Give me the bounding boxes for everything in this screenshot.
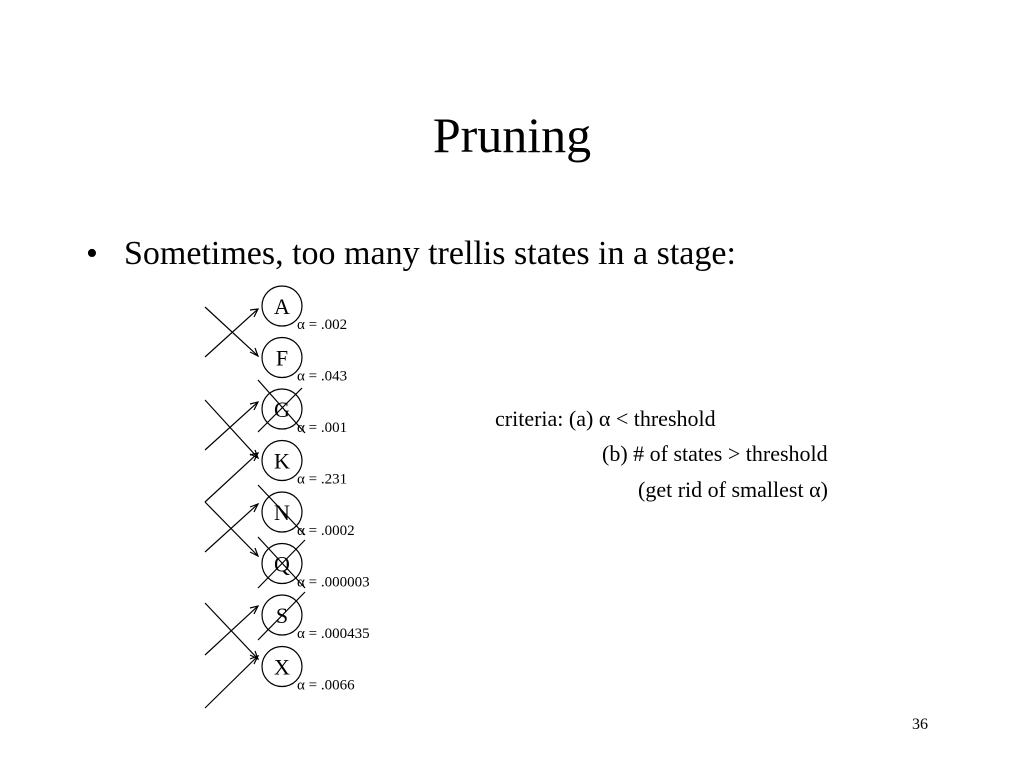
bullet-text: Sometimes, too many trellis states in a stage: bbox=[124, 235, 736, 272]
trellis-edge bbox=[205, 504, 258, 552]
bullet-marker: • bbox=[86, 235, 98, 272]
state-node bbox=[262, 441, 347, 488]
trellis-states bbox=[262, 286, 370, 694]
alpha-value: α = .0066 bbox=[297, 677, 355, 694]
state-node bbox=[262, 595, 370, 642]
alpha-value: α = .000003 bbox=[297, 574, 370, 591]
alpha-value: α = .000435 bbox=[297, 626, 370, 642]
alpha-value: α = .001 bbox=[297, 420, 348, 436]
state-node bbox=[262, 286, 347, 333]
state-label: N bbox=[274, 500, 290, 525]
state-node bbox=[262, 389, 347, 436]
state-node bbox=[262, 492, 355, 539]
page-number: 36 bbox=[912, 716, 928, 733]
state-label: K bbox=[274, 448, 290, 474]
state-label: Q bbox=[274, 551, 290, 577]
trellis-edge bbox=[205, 502, 258, 556]
alpha-value: α = .002 bbox=[297, 317, 348, 333]
state-label: A bbox=[274, 294, 290, 319]
trellis-edge bbox=[205, 309, 258, 357]
alpha-value: α = .0002 bbox=[297, 523, 355, 539]
state-node bbox=[262, 544, 370, 591]
state-node bbox=[262, 338, 347, 385]
criteria-line-3: (get rid of smallest α) bbox=[638, 477, 828, 502]
slide-title: Pruning bbox=[432, 107, 592, 163]
trellis-edge bbox=[205, 606, 258, 655]
alpha-value: α = .043 bbox=[297, 368, 348, 385]
state-label: X bbox=[274, 654, 290, 680]
trellis-edge bbox=[205, 307, 258, 356]
criteria-line-1: criteria: (a) α < threshold bbox=[495, 406, 716, 431]
criteria-line-2: (b) # of states > threshold bbox=[602, 441, 828, 466]
trellis-edge bbox=[205, 453, 258, 502]
state-label: S bbox=[275, 603, 289, 628]
alpha-value: α = .231 bbox=[297, 471, 348, 488]
trellis-edge bbox=[205, 656, 258, 708]
state-label: F bbox=[275, 345, 289, 371]
state-label: G bbox=[274, 397, 290, 422]
state-node bbox=[262, 647, 355, 694]
